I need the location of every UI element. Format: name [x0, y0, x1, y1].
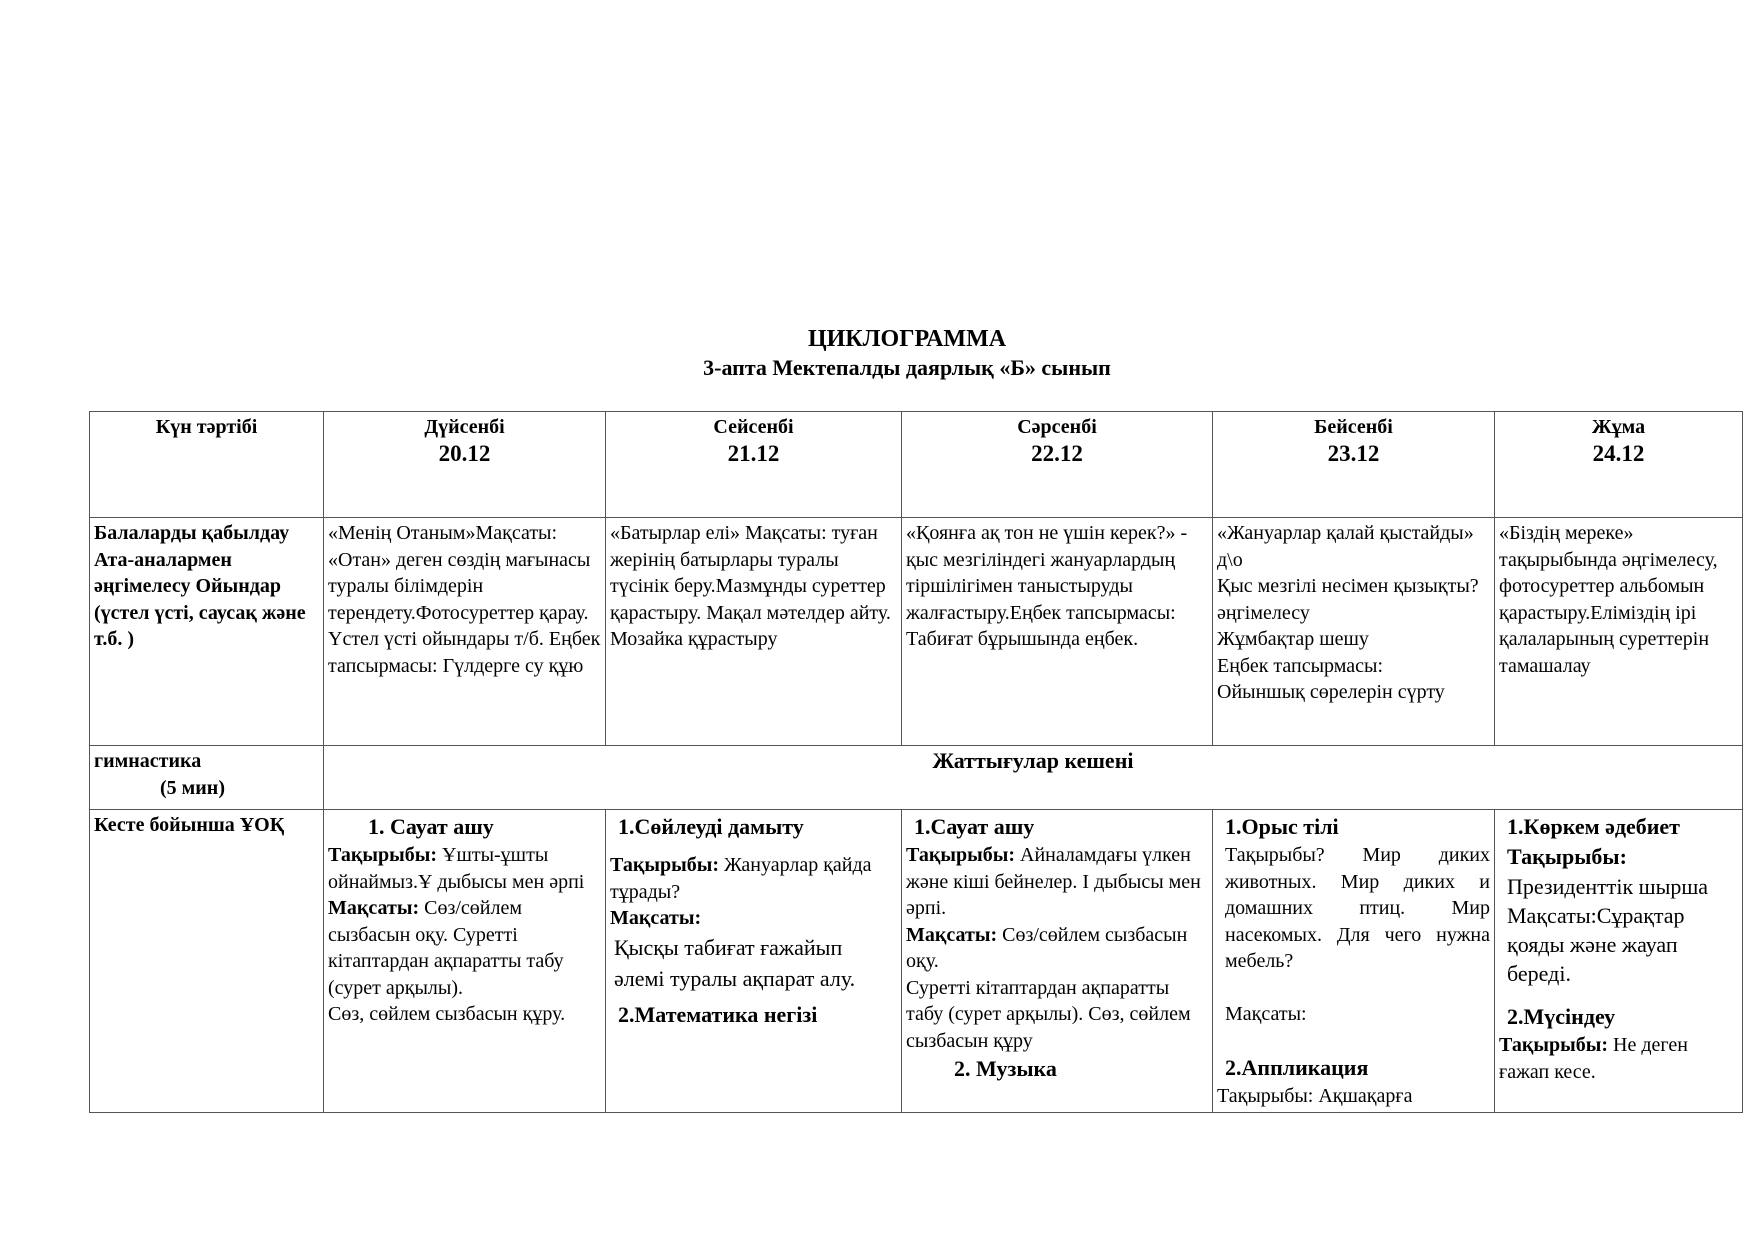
gymnastics-row: [90, 746, 1743, 810]
lesson-heading-2: 2.Математика негізі: [618, 1001, 818, 1027]
header-day-tuesday: Сейсенбі 21.12: [606, 412, 902, 518]
reception-tuesday: «Батырлар елі» Мақсаты: туған жерінің батырлары туралы түсінік беру.Мазмұнды суреттер қарастыру. Мақал мәтелдер айту. Мозайка құрастыру: [606, 518, 902, 746]
lessons-wednesday: 1.Сауат ашу Тақырыбы: Айналамдағы үлкен және кіші бейнелер. І дыбысы мен әрпі. Мақсаты: Сөз/сөйлем сызбасын оқу. Суретті кітаптардан ақпаратты табу (сурет арқылы). Сөз, сөйлем сызбасын құру 2. Музыка: [902, 810, 1213, 1113]
lessons-row-label: Кесте бойынша ҰОҚ: [90, 810, 324, 1113]
lessons-monday: 1. Сауат ашу Тақырыбы: Ұшты-ұшты ойнаймыз.Ұ дыбысы мен әрпі Мақсаты: Сөз/сөйлем сызбасын оқу. Суретті кітаптардан ақпаратты табу (сурет арқылы). Сөз, сөйлем сызбасын құру.: [324, 810, 606, 1113]
header-row: [90, 412, 1743, 518]
document-subtitle: 3-апта Мектепалды даярлық «Б» сынып: [703, 355, 1111, 380]
lesson-heading: 1. Сауат ашу: [368, 814, 494, 839]
header-schedule-cell: Күн тәртібі: [90, 412, 324, 518]
reception-monday: «Менің Отаным»Мақсаты: «Отан» деген сөздің мағынасы туралы білімдерін терендету.Фотосуреттер қарау. Үстел үсті ойындары т/б. Еңбек тапсырмасы: Гүлдерге су құю: [324, 518, 606, 746]
lesson-heading-2: 2. Музыка: [954, 1056, 1057, 1081]
lesson-heading: 1.Сөйлеуді дамыту: [618, 814, 804, 839]
cyclogram-table: [89, 411, 1743, 1113]
reception-row: [90, 518, 1743, 746]
lessons-tuesday: 1.Сөйлеуді дамыту Тақырыбы: Жануарлар қайда тұрады? Мақсаты: Қысқы табиғат ғажайып әлемі туралы ақпарат алу. 2.Математика негізі: [606, 810, 902, 1113]
lesson-heading-2: 2.Мүсіндеу: [1507, 1004, 1616, 1029]
lesson-heading: 1.Сауат ашу: [914, 814, 1035, 839]
reception-wednesday: «Қоянға ақ тон не үшін керек?» - қыс мезгіліндегі жануарлардың тіршілігімен таныстыруды жалғастыру.Еңбек тапсырмасы: Табиғат бұрышында еңбек.: [902, 518, 1213, 746]
header-day-wednesday: Сәрсенбі 22.12: [902, 412, 1213, 518]
header-day-thursday: Бейсенбі 23.12: [1213, 412, 1495, 518]
reception-row-label: Балаларды қабылдау Ата-аналармен әңгімелесу Ойындар (үстел үсті, саусақ және т.б. ): [90, 518, 324, 746]
exercise-complex: Жаттығулар кешені: [324, 746, 1743, 810]
lesson-heading: 1.Орыс тілі: [1225, 814, 1339, 839]
document-titles: [0, 325, 1755, 382]
lessons-friday: 1.Көркем әдебиет Тақырыбы: Президенттік шырша Мақсаты:Сұрақтар қояды және жауап береді. 2.Мүсіндеу Тақырыбы: Не деген ғажап кесе.: [1495, 810, 1743, 1113]
header-day-monday: Дүйсенбі 20.12: [324, 412, 606, 518]
header-day-friday: Жұма 24.12: [1495, 412, 1743, 518]
lesson-heading: 1.Көркем әдебиет: [1507, 814, 1680, 839]
lesson-heading-2: 2.Аппликация: [1225, 1055, 1369, 1080]
lessons-row: [90, 810, 1743, 1113]
reception-thursday: «Жануарлар қалай қыстайды» д\о Қыс мезгілі несімен қызықты?әңгімелесу Жұмбақтар шешу Еңбек тапсырмасы: Ойыншық сөрелерін сүрту: [1213, 518, 1495, 746]
lessons-thursday: 1.Орыс тілі Тақырыбы? Мир диких животных. Мир диких и домашних птиц. Мир насекомых. Для чего нужна мебель? Мақсаты: 2.Аппликация Тақырыбы: Ақшақарға: [1213, 810, 1495, 1113]
reception-friday: «Біздің мереке» тақырыбында әңгімелесу, фотосуреттер альбомын қарастыру.Еліміздің ірі қалаларының суреттерін тамашалау: [1495, 518, 1743, 746]
document-title: ЦИКЛОГРАММА: [807, 326, 1007, 352]
gymnastics-row-label: гимнастика (5 мин): [90, 746, 324, 810]
